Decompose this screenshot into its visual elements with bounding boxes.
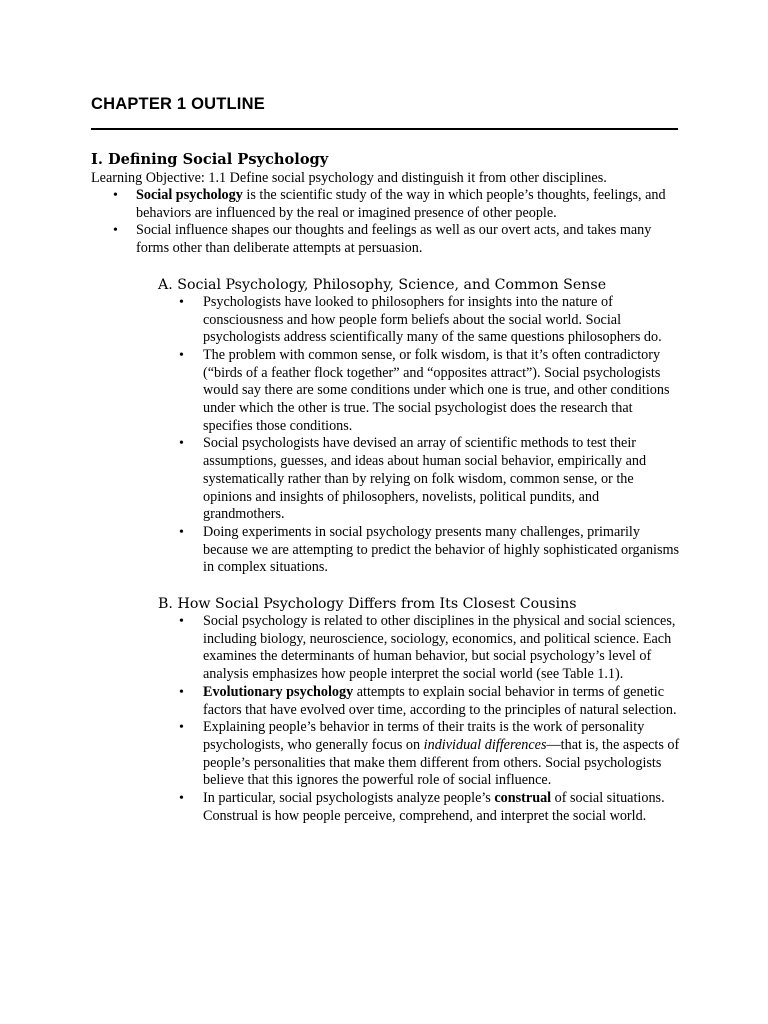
horizontal-rule [91, 128, 678, 130]
list-item [179, 613, 681, 684]
bullet-icon: • [179, 294, 184, 310]
list-item-text: Social psychology is related to other disciplines in the physical and social sciences, including biology, neuroscience, sociology, economics, and political science. Each examines the determinants of human behavior, but social psychology’s level of analysis emphasizes how people interpret the social world (see Table 1.1). [203, 613, 676, 683]
bullet-icon: • [179, 436, 184, 452]
list-item [113, 222, 679, 257]
list-item [179, 523, 681, 577]
bullet-icon: • [179, 524, 184, 540]
list-item [113, 187, 679, 222]
bold-term: construal [494, 790, 552, 807]
list-item-text: attempts to explain social behavior in terms of genetic factors that have evolved over time, according to the principles of natural selection. [203, 683, 677, 718]
bullet-icon: • [179, 614, 184, 630]
subsection-b [158, 595, 679, 825]
list-item-text: Social influence shapes our thoughts and feelings as well as our overt acts, and takes many forms other than deliberate attempts at persuasion. [136, 222, 652, 257]
list-item-text: Psychologists have looked to philosophers for insights into the nature of consciousness and how people form beliefs about the social world. Social psychologists address scientifically many of the same questions philosophers do. [203, 293, 662, 346]
bullet-icon: • [179, 720, 184, 736]
section-heading: I. Defining Social Psychology [91, 151, 329, 168]
list-item [179, 683, 681, 719]
list-item-text: Doing experiments in social psychology presents many challenges, primarily because we are attempting to predict the behavior of highly sophisticated organisms in complex situations. [203, 523, 680, 576]
list-item-text: is the scientific study of the way in which people’s thoughts, feelings, and behaviors are influenced by the real or imagined presence of other people. [136, 187, 666, 221]
bullet-icon: • [113, 188, 118, 203]
subsection-a [158, 276, 679, 577]
chapter-title: CHAPTER 1 OUTLINE [91, 95, 265, 113]
bullet-icon: • [179, 684, 184, 700]
list-item-text: Social psychologists have devised an array of scientific methods to test their assumptions, guesses, and ideas about human social behavior, empirically and systematically rather than by relying on folk wisdom, common sense, or the opinions and insights of philosophers, novelists, political pundits, and grandmothers. [203, 435, 647, 523]
list-item-text: —that is, the aspects of people’s personalities that make them different from others. Social psychologists believe that this ignores the powerful role of social influence. [203, 736, 680, 789]
list-item-text: Explaining people’s behavior in terms of their traits is the work of personality psychologists, who generally focus on [203, 719, 645, 753]
section-bullet-list [91, 187, 679, 258]
bullet-icon: • [179, 791, 184, 807]
learning-objective: Learning Objective: 1.1 Define social psychology and distinguish it from other disciplines. [91, 170, 607, 186]
subsection-heading: B. How Social Psychology Differs from Its Closest Cousins [158, 596, 577, 613]
list-item [179, 790, 681, 825]
list-item-text: In particular, social psychologists analyze people’s [203, 790, 495, 807]
bullet-icon: • [179, 347, 184, 363]
bold-term: Evolutionary psychology [203, 683, 354, 700]
list-item-text: of social situations. Construal is how people perceive, comprehend, and interpret the social world. [203, 790, 665, 824]
bullet-icon: • [113, 223, 118, 239]
list-item [179, 719, 681, 790]
subsection-heading: A. Social Psychology, Philosophy, Science, and Common Sense [158, 276, 607, 293]
subsection-bullet-list [158, 613, 681, 825]
list-item [179, 435, 681, 524]
list-item [179, 293, 681, 347]
list-item [179, 346, 681, 436]
list-item-text: The problem with common sense, or folk wisdom, is that it’s often contradictory (“birds of a feather flock together” and “opposites attract”). Social psychologists would say there are some conditions under which one is true, and other conditions under which the other is true. The social psychologist does the research that specifies those conditions. [203, 346, 670, 434]
italic-term: individual differences [423, 736, 547, 753]
section-defining-social-psychology [91, 151, 679, 826]
subsection-bullet-list [158, 294, 681, 577]
bold-term: Social psychology [136, 187, 243, 203]
